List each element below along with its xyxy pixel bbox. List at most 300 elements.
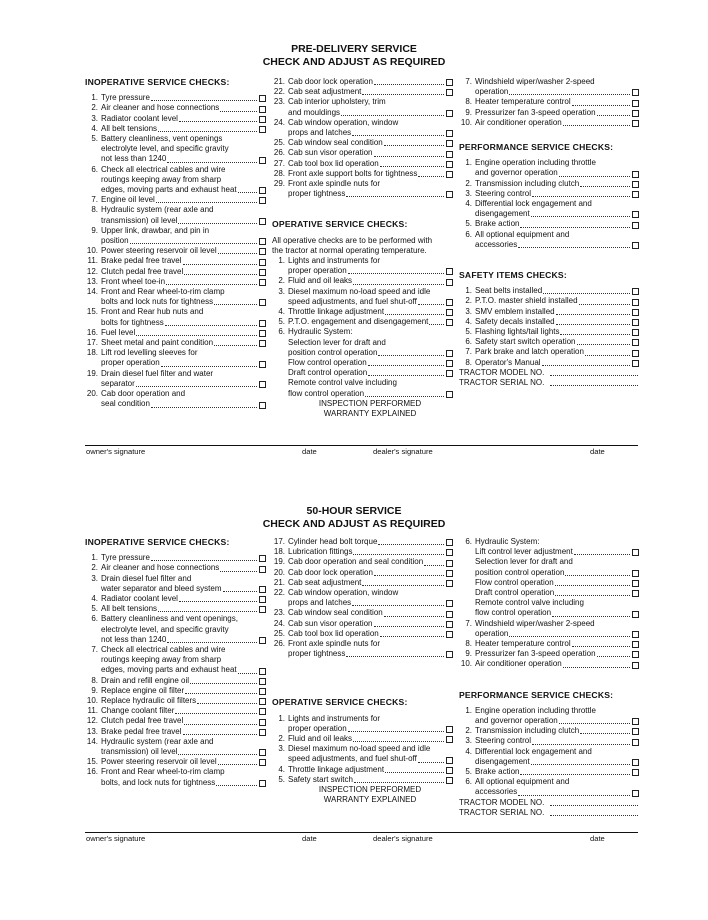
checkbox[interactable] [446,191,453,198]
checkbox[interactable] [259,320,266,327]
checklist-item[interactable] [272,775,453,785]
checklist-item[interactable] [85,338,266,348]
checkbox[interactable] [632,641,639,648]
checklist-item[interactable] [85,778,266,788]
checkbox[interactable] [446,767,453,774]
leader-dots [214,304,257,305]
checkbox[interactable] [446,171,453,178]
checklist-item[interactable] [272,128,453,138]
leader-dots [167,162,257,163]
checkbox[interactable] [446,560,453,567]
checkbox[interactable] [446,360,453,367]
checklist-item-line [459,747,639,757]
checklist-item[interactable] [85,604,266,614]
checklist-item[interactable] [459,307,639,317]
checklist-item[interactable] [85,154,266,164]
checklist-item[interactable] [85,676,266,686]
checkbox[interactable] [259,187,266,194]
checkbox[interactable] [446,757,453,764]
checkbox[interactable] [632,350,639,357]
checkbox[interactable] [632,299,639,306]
checkbox[interactable] [259,340,266,347]
checklist-item[interactable] [272,77,453,87]
checklist-item[interactable] [85,553,266,563]
checklist-item-line [459,598,639,608]
checkbox[interactable] [632,222,639,229]
checklist-item[interactable] [85,727,266,737]
checkbox[interactable] [446,549,453,556]
checkbox[interactable] [446,777,453,784]
item-label: Engine operation including throttle [475,705,596,715]
checkbox[interactable] [632,191,639,198]
checkbox[interactable] [446,268,453,275]
checklist-item[interactable] [85,358,266,368]
checkbox[interactable] [632,549,639,556]
item-number: 4. [465,199,472,209]
checkbox[interactable] [259,126,266,133]
leader-dots [151,100,257,101]
checklist-item[interactable] [85,747,266,757]
item-label: and mouldings [288,107,341,117]
checkbox[interactable] [446,110,453,117]
checklist-item[interactable] [85,399,266,409]
checklist-item[interactable] [459,97,639,107]
checklist-item[interactable] [272,547,453,557]
checklist-item[interactable] [85,665,266,675]
checklist-item[interactable] [85,584,266,594]
checklist-item[interactable] [272,138,453,148]
checkbox[interactable] [259,381,266,388]
checkbox[interactable] [259,259,266,266]
checklist-item[interactable] [85,195,266,205]
item-number: 5. [91,134,98,144]
item-number: 13. [86,726,98,736]
item-label: Hydraulic System: [288,327,353,337]
checklist-item[interactable] [459,547,639,557]
checkbox[interactable] [632,790,639,797]
checklist-item[interactable] [459,317,639,327]
section-heading: OPERATIVE SERVICE CHECKS: [272,697,408,708]
checklist-item[interactable] [272,724,453,734]
leader-dots [532,744,630,745]
checklist-item[interactable] [272,619,453,629]
checklist-item[interactable] [85,706,266,716]
checkbox[interactable] [632,590,639,597]
inspection-label: INSPECTION PERFORMED [318,785,422,795]
checkbox[interactable] [446,370,453,377]
checklist-item[interactable] [272,169,453,179]
checklist-item[interactable] [272,754,453,764]
item-label: Front wheel toe-in [101,276,166,286]
item-label: Safety start switch operation [475,337,576,347]
checkbox[interactable] [632,288,639,295]
checklist-item[interactable] [272,317,453,327]
checkbox[interactable] [632,339,639,346]
field-label: TRACTOR SERIAL NO. [459,378,545,388]
checkbox[interactable] [446,651,453,658]
item-label: routings keeping away from sharp [101,174,222,184]
date-label: date [302,447,317,456]
item-label: edges, moving parts and exhaust heat [101,185,237,195]
item-label: Fuel level [101,327,136,337]
checklist-item[interactable] [459,219,639,229]
signature-line [85,832,638,833]
item-label: Engine operation including throttle [475,158,596,168]
item-label: accessories [475,239,518,249]
checklist-item[interactable] [272,608,453,618]
fill-in-line[interactable] [550,385,638,386]
checklist-item[interactable] [459,588,639,598]
checkbox[interactable] [632,89,639,96]
checkbox[interactable] [259,157,266,164]
checklist-item[interactable] [272,148,453,158]
checkbox[interactable] [446,600,453,607]
checkbox[interactable] [632,242,639,249]
checklist-item[interactable] [85,216,266,226]
checklist-item[interactable] [272,368,453,378]
checkbox[interactable] [632,360,639,367]
checkbox[interactable] [259,637,266,644]
leader-dots [365,396,444,397]
checkbox[interactable] [259,586,266,593]
item-number: 1. [465,286,472,296]
checkbox[interactable] [446,611,453,618]
checklist-item[interactable] [459,87,639,97]
checkbox[interactable] [259,269,266,276]
checklist-item[interactable] [85,757,266,767]
fill-in-line[interactable] [550,375,638,376]
checkbox[interactable] [446,161,453,168]
checklist-item-line [85,614,266,624]
checklist-item[interactable] [272,568,453,578]
item-label: Air cleaner and hose connections [101,563,220,573]
checklist-item[interactable] [459,337,639,347]
checkbox[interactable] [259,759,266,766]
checkbox[interactable] [259,708,266,715]
checklist-item[interactable] [459,726,639,736]
checklist-item[interactable] [272,189,453,199]
checkbox[interactable] [632,769,639,776]
leader-dots [346,656,444,657]
checklist-item-line [272,714,453,724]
checklist-item[interactable] [459,358,639,368]
checklist-item[interactable] [85,318,266,328]
item-number: 1. [465,705,472,715]
item-number: 21. [273,577,285,587]
checklist-item[interactable] [85,236,266,246]
checkbox[interactable] [259,668,266,675]
field-label: TRACTOR MODEL NO. [459,797,545,807]
checklist-item[interactable] [459,608,639,618]
item-number: 19. [273,557,285,567]
checklist-item[interactable] [272,537,453,547]
inspection-label: INSPECTION PERFORMED [318,398,422,408]
checklist-item[interactable] [272,557,453,567]
checklist-item[interactable] [85,594,266,604]
item-label: Draft control operation [475,588,555,598]
checkbox[interactable] [259,606,266,613]
checkbox[interactable] [259,729,266,736]
section-heading: INOPERATIVE SERVICE CHECKS: [85,537,230,547]
checkbox[interactable] [632,100,639,107]
checkbox[interactable] [632,211,639,218]
checklist-item[interactable] [272,765,453,775]
item-label: Transmission including clutch [475,178,580,188]
item-label: routings keeping away from sharp [101,655,222,665]
checklist-item[interactable] [85,277,266,287]
checkbox[interactable] [446,726,453,733]
inspection-label: WARRANTY EXPLAINED [323,409,417,419]
item-number: 3. [91,573,98,583]
item-number: 7. [465,77,472,86]
checklist-item-line [85,165,266,175]
checkbox[interactable] [632,718,639,725]
item-number: 5. [278,317,285,327]
tractor-field[interactable] [459,808,639,818]
item-label: proper operation [288,266,347,276]
checklist-item[interactable] [459,629,639,639]
item-label: Safety decals installed [475,316,555,326]
checkbox[interactable] [259,566,266,573]
checklist-item[interactable] [459,327,639,337]
checklist-item[interactable] [85,328,266,338]
checkbox[interactable] [632,580,639,587]
checklist-item[interactable] [272,629,453,639]
checklist-item[interactable] [459,757,639,767]
checklist-item[interactable] [272,307,453,317]
checklist-item[interactable] [272,578,453,588]
checkbox[interactable] [632,309,639,316]
checkbox[interactable] [259,218,266,225]
checkbox[interactable] [259,197,266,204]
checklist-item[interactable] [85,256,266,266]
checklist-item[interactable] [85,246,266,256]
checkbox[interactable] [632,662,639,669]
checkbox[interactable] [446,130,453,137]
checkbox[interactable] [632,611,639,618]
checklist-item[interactable] [272,358,453,368]
checklist-item[interactable] [272,276,453,286]
item-number: 26. [273,148,285,158]
checklist-item[interactable] [272,159,453,169]
checklist-item[interactable] [85,114,266,124]
checklist-item[interactable] [459,649,639,659]
checklist-item[interactable] [459,179,639,189]
checkbox[interactable] [632,171,639,178]
checklist-item[interactable] [459,736,639,746]
item-label: Upper link, drawbar, and pin in [101,225,210,235]
checkbox[interactable] [259,678,266,685]
leader-dots [518,247,630,248]
checklist-item[interactable] [272,598,453,608]
checkbox[interactable] [259,749,266,756]
checkbox[interactable] [259,780,266,787]
checkbox[interactable] [259,719,266,726]
item-number: 7. [91,195,98,205]
checkbox[interactable] [632,759,639,766]
dealer-signature-label: dealer's signature [373,447,433,456]
checkbox[interactable] [632,319,639,326]
checklist-item-line [272,744,453,754]
leader-dots [151,560,257,561]
checkbox[interactable] [446,539,453,546]
leader-dots [354,782,444,783]
checkbox[interactable] [446,79,453,86]
checklist-item[interactable] [459,209,639,219]
item-label: P.T.O. engagement and disengagement [288,317,429,327]
checkbox[interactable] [446,391,453,398]
checkbox[interactable] [259,279,266,286]
checkbox[interactable] [446,631,453,638]
checkbox[interactable] [446,350,453,357]
item-label: Brake action [475,767,520,777]
leader-dots [167,642,257,643]
checklist-item[interactable] [459,296,639,306]
checkbox[interactable] [259,688,266,695]
checklist-item[interactable] [85,93,266,103]
checklist-item[interactable] [85,716,266,726]
item-label: transmission) oil level [101,747,178,757]
item-label: bolts and lock nuts for tightness [101,297,214,307]
item-label: props and latches [288,598,352,608]
checkbox[interactable] [446,570,453,577]
checklist-item[interactable] [85,185,266,195]
fill-in-line[interactable] [550,805,638,806]
checklist-item[interactable] [272,87,453,97]
checkbox[interactable] [259,361,266,368]
checklist-item[interactable] [85,124,266,134]
item-number: 20. [273,567,285,577]
checklist-item[interactable] [272,649,453,659]
checklist-item[interactable] [459,767,639,777]
checklist-item[interactable] [459,716,639,726]
checklist-item[interactable] [85,379,266,389]
checkbox[interactable] [446,621,453,628]
item-number: 29. [273,179,285,189]
checkbox[interactable] [632,120,639,127]
leader-dots [161,366,257,367]
checkbox[interactable] [446,151,453,158]
item-label: Tyre pressure [101,553,150,563]
item-number: 18. [273,547,285,557]
checklist-item[interactable] [272,389,453,399]
checkbox[interactable] [632,181,639,188]
checkbox[interactable] [259,698,266,705]
checklist-item[interactable] [272,108,453,118]
item-label: Check all electrical cables and wire [101,645,226,655]
checkbox[interactable] [259,248,266,255]
item-number: 6. [91,164,98,174]
item-number: 25. [273,138,285,148]
item-number: 15. [86,307,98,317]
checklist-column [459,77,639,388]
checkbox[interactable] [632,631,639,638]
checklist-item[interactable] [459,168,639,178]
checklist-item[interactable] [459,578,639,588]
tractor-field[interactable] [459,368,639,378]
checkbox[interactable] [446,279,453,286]
item-label: Air conditioner operation [475,117,562,127]
checklist-item[interactable] [85,686,266,696]
item-number: 11. [87,706,98,716]
checkbox[interactable] [446,736,453,743]
item-label: Clutch pedal free travel [101,716,184,726]
inspection-label: WARRANTY EXPLAINED [323,795,417,805]
checkbox[interactable] [632,110,639,117]
checklist-item[interactable] [459,118,639,128]
leader-dots [531,216,630,217]
checklist-item[interactable] [272,348,453,358]
checklist-item[interactable] [459,639,639,649]
checkbox[interactable] [446,89,453,96]
checklist-item[interactable] [459,240,639,250]
item-label: flow control operation [288,388,365,398]
checklist-item[interactable] [272,266,453,276]
checkbox[interactable] [446,580,453,587]
checklist-item[interactable] [459,286,639,296]
checkbox[interactable] [259,555,266,562]
tractor-field[interactable] [459,378,639,388]
checkbox[interactable] [259,95,266,102]
checkbox[interactable] [632,728,639,735]
checkbox[interactable] [632,329,639,336]
checklist-item-line [272,327,453,337]
checkbox[interactable] [632,651,639,658]
checkbox[interactable] [259,402,266,409]
checkbox[interactable] [259,299,266,306]
checklist-item[interactable] [459,347,639,357]
checklist-item[interactable] [272,734,453,744]
checkbox[interactable] [259,596,266,603]
checklist-item-line [459,230,639,240]
checklist-item[interactable] [85,696,266,706]
leader-dots [218,253,257,254]
checklist-item[interactable] [272,297,453,307]
checklist-item[interactable] [459,659,639,669]
checkbox[interactable] [632,570,639,577]
checkbox[interactable] [259,106,266,113]
item-label: bolts for tightness [101,317,164,327]
leader-dots [555,595,630,596]
checklist-item[interactable] [85,563,266,573]
checklist-item[interactable] [459,787,639,797]
checkbox[interactable] [446,319,453,326]
item-number: 5. [278,774,285,784]
tractor-field[interactable] [459,798,639,808]
checklist-item[interactable] [85,635,266,645]
checkbox[interactable] [259,238,266,245]
checklist-item[interactable] [459,189,639,199]
checklist-item-line [85,348,266,358]
checklist-item[interactable] [85,103,266,113]
checklist-item[interactable] [459,568,639,578]
checklist-item[interactable] [85,267,266,277]
item-number: 2. [91,103,98,113]
checkbox[interactable] [259,116,266,123]
item-label: Safety start switch [288,774,353,784]
checkbox[interactable] [632,739,639,746]
leader-dots [353,554,444,555]
fill-in-line[interactable] [550,815,638,816]
checkbox[interactable] [259,330,266,337]
checkbox[interactable] [446,309,453,316]
item-label: Transmission including clutch [475,726,580,736]
checkbox[interactable] [446,140,453,147]
checklist-item[interactable] [459,108,639,118]
item-label: Cab sun visor operation [288,148,373,158]
checkbox[interactable] [446,299,453,306]
checklist-item[interactable] [85,297,266,307]
